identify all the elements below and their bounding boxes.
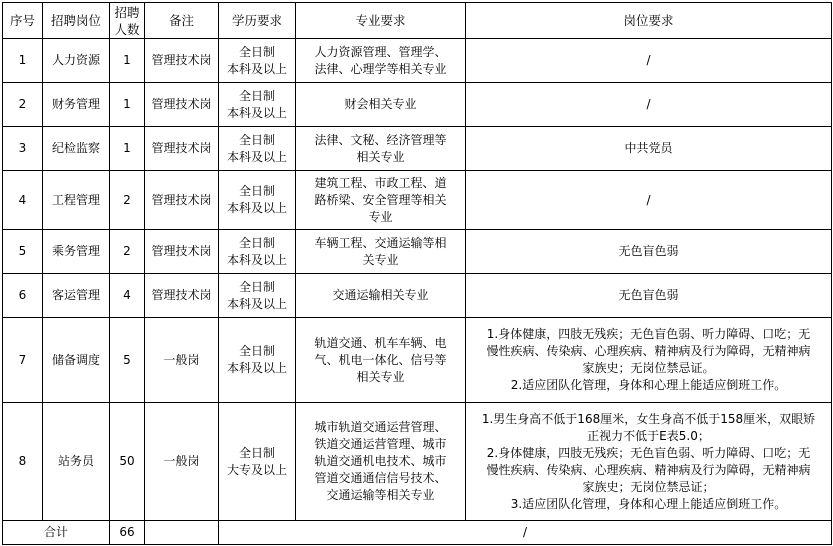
header-count-line1: 招聘 bbox=[114, 4, 140, 20]
total-label: 合计 bbox=[3, 521, 110, 545]
requirement-line: 2.身体健康，四肢无残疾；无色盲色弱、听力障碍、口吃；无 bbox=[486, 445, 811, 460]
requirement-line: 无色盲色弱 bbox=[618, 244, 679, 258]
cell-major bbox=[296, 83, 466, 127]
major-line: 管道交通通信信号技术、 bbox=[314, 471, 447, 485]
cell-count: 5 bbox=[110, 318, 145, 403]
cell-count: 1 bbox=[110, 39, 145, 83]
table-row bbox=[3, 83, 832, 127]
header-requirement: 岗位要求 bbox=[466, 3, 832, 39]
requirement-line: 慢性疾病、传染病、心理疾病、精神病及行为障碍，无精神病 bbox=[486, 344, 811, 358]
cell-education bbox=[219, 230, 296, 274]
education-line: 全日制 bbox=[238, 132, 275, 147]
major-line: 交通运输等相关专业 bbox=[326, 488, 435, 502]
education-line: 本科及以上 bbox=[226, 296, 287, 311]
total-count: 66 bbox=[110, 521, 145, 545]
education-line: 全日制 bbox=[238, 44, 275, 59]
table-row bbox=[3, 274, 832, 318]
requirement-line: 3.适应团队化管理，身体和心理上能适应倒班工作。 bbox=[510, 496, 787, 511]
cell-position: 乘务管理 bbox=[43, 230, 110, 274]
cell-remark: 管理技术岗 bbox=[145, 83, 219, 127]
major-line: 车辆工程、交通运输等相 bbox=[314, 235, 447, 250]
cell-count: 2 bbox=[110, 171, 145, 230]
header-remark: 备注 bbox=[145, 3, 219, 39]
cell-requirement bbox=[466, 171, 832, 230]
table-row bbox=[3, 171, 832, 230]
requirement-line: 中共党员 bbox=[624, 141, 673, 155]
table-row bbox=[3, 318, 832, 403]
education-line: 本科及以上 bbox=[226, 61, 287, 76]
major-line: 轨道交通、机车车辆、电 bbox=[314, 335, 447, 350]
major-line: 法律、文秘、经济管理等 bbox=[314, 132, 447, 147]
header-position: 招聘岗位 bbox=[43, 3, 110, 39]
major-line: 法律、心理学等相关专业 bbox=[314, 61, 447, 76]
cell-remark: 管理技术岗 bbox=[145, 171, 219, 230]
cell-count: 1 bbox=[110, 83, 145, 127]
table-body bbox=[3, 39, 832, 545]
cell-requirement bbox=[466, 230, 832, 274]
cell-position: 站务员 bbox=[43, 403, 110, 521]
requirement-line: / bbox=[646, 53, 651, 67]
cell-seq: 4 bbox=[3, 171, 43, 230]
major-line: 路桥梁、安全管理等相关 bbox=[314, 192, 447, 207]
education-line: 全日制 bbox=[238, 235, 275, 250]
cell-education bbox=[219, 39, 296, 83]
cell-major bbox=[296, 39, 466, 83]
education-line: 本科及以上 bbox=[226, 252, 287, 267]
cell-education bbox=[219, 83, 296, 127]
table-row bbox=[3, 39, 832, 83]
cell-education bbox=[219, 318, 296, 403]
table-row bbox=[3, 127, 832, 171]
cell-seq: 2 bbox=[3, 83, 43, 127]
major-line: 轨道交通机电技术、城市 bbox=[314, 454, 447, 468]
major-line: 建筑工程、市政工程、道 bbox=[314, 175, 447, 190]
major-line: 气、机电一体化、信号等 bbox=[314, 352, 447, 367]
education-line: 全日制 bbox=[238, 344, 275, 358]
education-line: 本科及以上 bbox=[226, 361, 287, 375]
cell-position: 财务管理 bbox=[43, 83, 110, 127]
requirement-line: 家族史；无岗位禁忌证。 bbox=[582, 361, 715, 375]
education-line: 本科及以上 bbox=[226, 201, 287, 215]
cell-seq: 8 bbox=[3, 403, 43, 521]
requirement-line: / bbox=[646, 192, 651, 207]
requirement-line: 2.适应团队化管理，身体和心理上能适应倒班工作。 bbox=[510, 378, 787, 392]
cell-education bbox=[219, 274, 296, 318]
major-line: 交通运输相关专业 bbox=[332, 288, 429, 302]
requirement-line: / bbox=[646, 97, 651, 111]
cell-major bbox=[296, 274, 466, 318]
requirement-line: 1.男生身高不低于168厘米，女生身高不低于158厘米，双眼矫 bbox=[481, 411, 816, 426]
major-line: 人力资源管理、管理学、 bbox=[314, 44, 447, 59]
education-line: 本科及以上 bbox=[226, 149, 287, 164]
cell-requirement bbox=[466, 318, 832, 403]
cell-major bbox=[296, 171, 466, 230]
cell-position: 客运管理 bbox=[43, 274, 110, 318]
cell-seq: 3 bbox=[3, 127, 43, 171]
cell-requirement bbox=[466, 274, 832, 318]
cell-position: 储备调度 bbox=[43, 318, 110, 403]
header-count bbox=[110, 3, 145, 39]
recruitment-table bbox=[2, 2, 832, 545]
education-line: 全日制 bbox=[238, 184, 275, 198]
header-row bbox=[3, 3, 832, 39]
requirement-line: 家族史；无岗位禁忌证； bbox=[582, 479, 715, 494]
cell-seq: 5 bbox=[3, 230, 43, 274]
cell-major bbox=[296, 230, 466, 274]
cell-count: 2 bbox=[110, 230, 145, 274]
header-seq: 序号 bbox=[3, 3, 43, 39]
education-line: 大专及以上 bbox=[226, 462, 287, 477]
cell-education bbox=[219, 171, 296, 230]
header-education: 学历要求 bbox=[219, 3, 296, 39]
total-rest: / bbox=[219, 521, 832, 545]
total-row bbox=[3, 521, 832, 545]
education-line: 全日制 bbox=[238, 445, 275, 460]
cell-seq: 6 bbox=[3, 274, 43, 318]
requirement-line: 无色盲色弱 bbox=[618, 288, 679, 302]
major-line: 专业 bbox=[368, 209, 393, 224]
table-row bbox=[3, 403, 832, 521]
major-line: 铁道交通运营管理、城市 bbox=[314, 437, 447, 451]
requirement-line: 慢性疾病、传染病、心理疾病、精神病及行为障碍，无精神病 bbox=[486, 462, 811, 477]
cell-remark: 管理技术岗 bbox=[145, 230, 219, 274]
cell-education bbox=[219, 127, 296, 171]
cell-count: 50 bbox=[110, 403, 145, 521]
requirement-line: 正视力不低于E表5.0； bbox=[587, 428, 710, 443]
header-major: 专业要求 bbox=[296, 3, 466, 39]
total-empty bbox=[145, 521, 219, 545]
cell-remark: 管理技术岗 bbox=[145, 127, 219, 171]
cell-remark: 管理技术岗 bbox=[145, 39, 219, 83]
header-count-line2: 人数 bbox=[114, 21, 140, 37]
cell-position: 人力资源 bbox=[43, 39, 110, 83]
cell-requirement bbox=[466, 403, 832, 521]
education-line: 本科及以上 bbox=[226, 105, 287, 120]
cell-position: 纪检监察 bbox=[43, 127, 110, 171]
major-line: 城市轨道交通运营管理、 bbox=[314, 420, 447, 434]
major-line: 相关专业 bbox=[356, 149, 405, 164]
cell-requirement bbox=[466, 127, 832, 171]
education-line: 全日制 bbox=[238, 88, 275, 103]
cell-position: 工程管理 bbox=[43, 171, 110, 230]
cell-requirement bbox=[466, 39, 832, 83]
major-line: 相关专业 bbox=[356, 369, 405, 384]
major-line: 关专业 bbox=[362, 252, 399, 267]
major-line: 财会相关专业 bbox=[344, 97, 417, 111]
cell-seq: 1 bbox=[3, 39, 43, 83]
cell-major bbox=[296, 318, 466, 403]
requirement-line: 1.身体健康，四肢无残疾；无色盲色弱、听力障碍、口吃；无 bbox=[486, 327, 811, 341]
cell-education bbox=[219, 403, 296, 521]
cell-major bbox=[296, 127, 466, 171]
cell-seq: 7 bbox=[3, 318, 43, 403]
cell-remark: 一般岗 bbox=[145, 403, 219, 521]
cell-count: 1 bbox=[110, 127, 145, 171]
table-row bbox=[3, 230, 832, 274]
cell-count: 4 bbox=[110, 274, 145, 318]
cell-requirement bbox=[466, 83, 832, 127]
cell-remark: 管理技术岗 bbox=[145, 274, 219, 318]
education-line: 全日制 bbox=[238, 279, 275, 294]
cell-remark: 一般岗 bbox=[145, 318, 219, 403]
cell-major bbox=[296, 403, 466, 521]
